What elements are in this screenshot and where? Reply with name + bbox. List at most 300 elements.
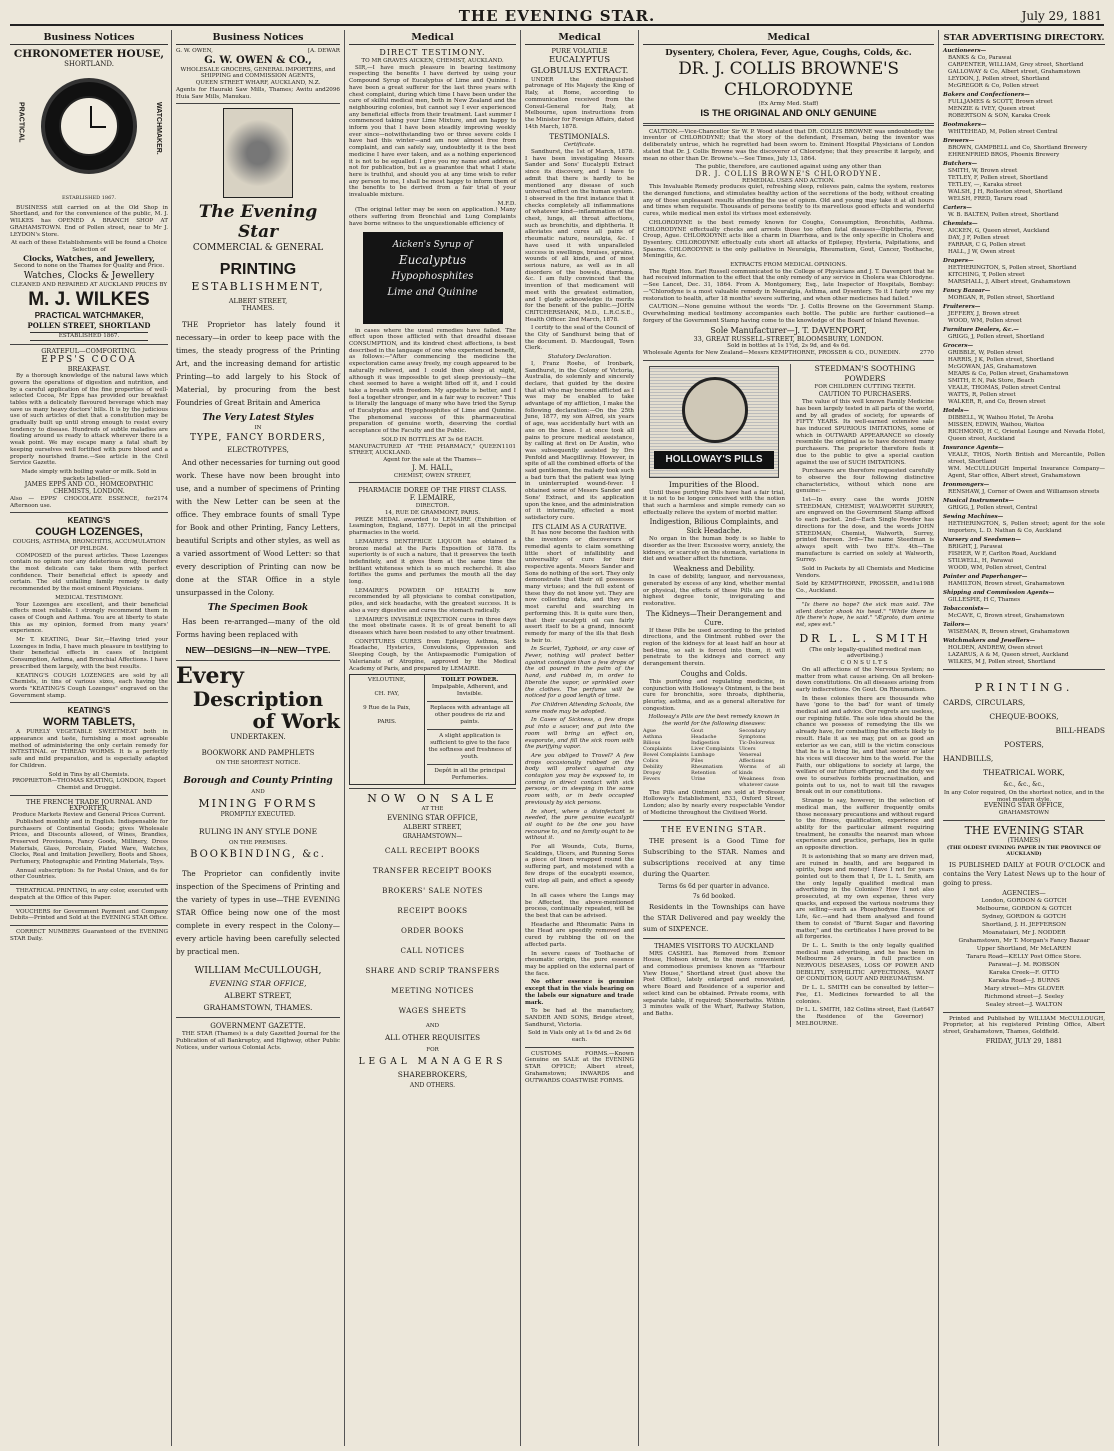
directory-category: Tobacconists— [943, 606, 989, 612]
column-header: Business Notices [176, 32, 340, 45]
ad-body: Sold in bottles at 1s 1½d, 2s 9d, and 4s 6d. [727, 343, 850, 350]
column-rule [171, 30, 172, 1446]
disease-item: Worms of all kinds [739, 763, 785, 776]
ad-body: THE STAR (Thames) is a duly Gazetted Journal for the Publication of all Bankruptcy, and Highway, other Public Notices, under various Colonial Acts. [176, 1031, 340, 1051]
directory-entry: W. B. BALTEN, Pollen street, Shortland [948, 212, 1059, 218]
directory-entry: MISSEN, EDWIN, Waihou, Waitoa [948, 422, 1045, 428]
ad-subtitle: MEDICAL TESTIMONY. [55, 594, 123, 601]
ad-headline: of Work [252, 709, 340, 734]
ad-headline: THE EVENING STAR [964, 823, 1084, 837]
ad-headline: Indigestion, Bilious Complaints, and Sick Headache. [649, 518, 779, 536]
directory-category: Chemists— [943, 221, 978, 227]
ad-headline: TYPE, FANCY BORDERS, [189, 433, 327, 444]
disease-item: Retention of Urine [691, 769, 737, 782]
table-text: 9 Rue de la Paix, [363, 705, 411, 712]
ad-body: THE present is a Good Time for Subscribing to the STAR. Names and subscriptions received at any time during the Quarter. [643, 836, 785, 878]
ad-body: It is astonishing that so many are driven mad, are ruined in health, and are beggared in spirits, hope and money! Have I not for years pointed out to them that I, Dr L. L. Smith, am the only legally qualified medical man advertising in the Colonies? How I not also prosecuted, at my own expense, three very quacks, and exposed the various nostrums they are selling—such as Phosphodyne Essence of Life, &c.—and had them analysed and found them to consist of "Burnt Sugar and flavoring matter," and the certificates I have proved to be all forgeries. [796, 853, 934, 941]
ad-subtitle: UNDERTAKEN. [230, 733, 286, 742]
ad-subtitle: ELECTROTYPES, [227, 446, 289, 455]
directory-category: Grocers— [943, 343, 974, 349]
ad-body: In case of debility, languor, and nervousness, generated by excess of any kind, whether mental or physical, the effects of these Pills are to the highest degree tonic, invigorating and restorative. [643, 574, 785, 607]
directory-entry: WM. McCULLOUGH Imperial Insurance Company—Agent, Star office, Albert street, Grahamstown [948, 466, 1105, 479]
directory-entry: WOOD, WM, Pollen street, Central [948, 565, 1047, 571]
paper-title: THE EVENING STAR. [458, 7, 656, 25]
established: ESTABLISHED 1867. [30, 332, 148, 341]
column-medical-2 [523, 32, 636, 1444]
ad-headline: THE FRENCH TRADE JOURNAL AND EXPORTER, [26, 797, 152, 813]
ad-headline: TESTIMONIALS. [549, 133, 610, 142]
directory-entry: DAY, J F, Pollen street [948, 235, 1010, 241]
sale-list-item: CALL RECEIPT BOOKS [384, 845, 481, 855]
ad-body: THE Proprietor has lately found it necessary—in order to keep pace with the times, the steady progress of the Printing Art, and the increasing demand for artistic Printing—to add largely to his Stock of Material, by procuring from the best Foundries of Great Britain and America [176, 319, 340, 407]
directory-entry: FULLJAMES & SCOTT, Brown street [948, 99, 1053, 105]
imprint: Printed and Published by WILLIAM McCULLOUGH, Proprietor, at his registered Printing Office, Albert street, Grahamstown, Thames, Goldfield. [943, 1015, 1105, 1036]
ad-headline: Impurities of the Blood. [668, 479, 760, 489]
medicine-label-image [363, 232, 503, 324]
ad-headline: NEW—DESIGNS—IN—NEW—TYPE. [185, 645, 331, 656]
ad-headline: Dysentery, Cholera, Fever, Ague, Coughs, Colds, &c. [665, 48, 912, 58]
ad-headline: THEATRICAL WORK, [983, 768, 1065, 777]
column-header: Medical [525, 32, 634, 45]
ad-headline: MINING FORMS [198, 796, 318, 810]
directory-entry: WATTS, R, Pollen street [948, 392, 1016, 398]
ad-body: CHLORODYNE is the best remedy known for Coughs, Consumption, Bronchitis, Asthma. CHLORODYNE effectually checks and arrests those too often fatal diseases—Diphtheria, Fever, Croup, Ague. CHLORODYNE acts like a charm in Diarrhœa, and is the only specific in Cholera and Dysentery. CHLORODYNE effectually cuts short all attacks of Epilepsy, Hysteria, Palpitations, and Spasms. CHLORODYNE is the only palliative in Neuralgia, Rheumatism, Gout, Cancer, Toothache, Meningitis, &c. [643, 219, 934, 260]
ad-headline: BOOKBINDING, &c. [190, 849, 326, 861]
ad-body: It has now become the fashion with the inventors or discoverers of remedial agents to claim something little short of infallibility and universality of cure for their respective agents. Messrs Sander and Sons do nothing of the sort. They only demonstrate that their oil possesses many virtues; and the full extent of these they do not know yet. They are now collecting data, and they are most careful and searching in performing this. It is quite sure then, that their eucalypti oil can fairly assert itself to be a grand, innocent remedy for many of the ills that flesh is heir to. [525, 530, 634, 644]
disease-item: Colics [643, 757, 659, 764]
ad-headline: Weakness and Debility. [673, 565, 755, 574]
ad-headline: DR L. L. SMITH [799, 631, 931, 645]
ad-body: in cases where the usual remedies have failed. The effect upon those afflicted with that dreadful disease CONSUMPTION, and its kindred chest affections, is best described in the language of one who experienced benefit, as follows:—"After commencing the medicine the expectoration came away freely, my cough appeared to be naturally relieved, and I could then sleep at night, although it was impossible to get sleep previously—the chest seemed to have a weight lifted off it, and I could take a breath with freedom. My appetite is better, and I feel a together stronger, and in a fair way to recover." This is literally the language of many who have tried the Syrup of Eucalyptus and Hypophosphites of Lime and Quinine. The phenomenal success of this pharmaceutical preparation of genuine worth, deserving the cordial acceptance of the Faculty and the Public. [349, 327, 516, 435]
disease-item: Bowel Complaints [643, 751, 689, 758]
ad-headline: GOVERNMENT GAZETTE. [210, 1022, 306, 1031]
sale-list-item: MEETING NOTICES [391, 985, 474, 995]
directory-entry: HALL, J W, Owen street [948, 249, 1015, 255]
ad-body: Dr L. L. SMITH can be consulted by letter—Fee, £1. Medicines forwarded to all the colonies. [796, 985, 934, 1005]
ad-body: LEMAIRE'S DENTIFRICE LIQUOR has obtained a bronze medal at the Paris Exposition of 1878. Its superiority is of such a nature, that it preserves the teeth indefinitely, and it gives them at the same time the brilliant whiteness which is so much recherché. It also fortifies the gums and perfumes the mouth all the day long. [349, 538, 516, 586]
column-header: Business Notices [10, 32, 168, 45]
directory-entry: MORGAN, R, Pollen street, Shortland [948, 295, 1055, 301]
ad-headline: THAMES VISITORS TO AUCKLAND [654, 941, 774, 950]
ad-body: Published monthly and in English. Indispensable for purchasers of Continental Goods; gives Wholesale Prices, and Discounts allowed, of Wines, Brandies, Preserved Provisions, Fancy Goods, Millinery, Dress Materials, Glass, Porcelain, Plated Ware, Watches, Clocks, Real and Imitation Jewellery, Boots and Shoes, Perfumery, Photographic and Printing Materials, Toys. [10, 818, 168, 866]
directory-entry: MENZIE & IVEY, Queen street [948, 106, 1036, 112]
disease-item: Bilious Complaints [643, 739, 672, 752]
directory-entry: MEARS & Co, Pollen street, Grahamstown [948, 371, 1069, 377]
column-business-1 [8, 32, 170, 1444]
directory-entry: LAZARUS, A & M, Queen street, Auckland [948, 652, 1069, 658]
ad-body: SIR,—I have much pleasure in bearing testimony respecting the benefits I have derived by using your Compound Syrup of Eucalyptus of Lime and Quinine. I have been a great sufferer for the last three years with chest complaint, during which time I have been under the care of skilful medical men, both in New Zealand and the neighbouring colonies, but cannot say I ever experienced any beneficial effects from their treatment. Last summer I commenced taking your Lime Mixture, and am happy to inform you that I have been steadily improving weekly ever since—notwithstanding two or three severe colds I have had this winter—and am now almost free from complaint, and can safely say, undoubtedly it is the best medicine I have ever taken, and as a nothing experienced it is not to be equalled. I give you my name and address, not for publication, but as a guarantee that what I state here is truthful, and should you at any time wish to refer any person to me, I shall be most happy to inform them of the benefits to be derived from a fair trial of your invaluable mixture. [349, 64, 516, 199]
ad-body: In severe cases of Toothache of rheumatic origin, the pure essence may be applied on the external part of the face. [525, 950, 634, 977]
ad-body: VOUCHERS for Government Payment and Company Debits—Printed and Sold at the EVENING STAR Office. [10, 908, 168, 922]
directory-entry: WALSH, J H, Rolleston street, Shortland [948, 189, 1063, 195]
disease-item: Headache [691, 733, 717, 740]
directory-entry: WALKER, R, and Co, Brown street [948, 399, 1046, 405]
directory-entry: GRIBBLE, W, Pollen street [948, 350, 1023, 356]
ad-subtitle: AND [251, 789, 265, 796]
ad-body: In short, where a disinfectant is needed, the pure genuine eucalypti oil ought to be the one you have recourse to, and no family ought to be without it. [525, 808, 634, 842]
ad-headline: BOOKWORK AND PAMPHLETS [201, 749, 315, 758]
table-text: Impalpable, Adherent, and Invisible. [431, 684, 508, 698]
ad-subtitle: (THAMES) [1007, 836, 1041, 844]
sale-list-item: WAGES SHEETS [398, 1005, 467, 1015]
ad-headline: The Specimen Book [207, 603, 309, 614]
ad-subtitle: ALBERT STREET, [228, 297, 288, 306]
directory-entry: GILLESPIE, H C, Thames [948, 597, 1021, 603]
ad-subtitle: QUEEN STREET WHARF, AUCKLAND, N.Z. [195, 80, 321, 87]
directory-entry: BRIGHT, J, Parawai [948, 544, 1003, 550]
ad-body: The Proprietor can confidently invite inspection of the Specimens of Printing and the variety of types in use—THE EVENING STAR Office being now one of the most complete in every respect in the Colony—every article having been carefully selected by practical men. [176, 869, 340, 957]
disease-item: Debility [643, 763, 663, 770]
ad-number: 2096 [325, 86, 340, 93]
ad-body: Second to none on the Thames for Quality and Price. [13, 262, 165, 269]
ad-headline: PRACTICAL WATCHMAKER, [34, 311, 144, 321]
ad-headline: J. M. HALL, [411, 463, 453, 472]
ad-subtitle: FOR [426, 1046, 439, 1053]
directory-category: Fancy Bazaar— [943, 288, 991, 294]
ad-headline: GRATEFUL—COMFORTING. [41, 346, 137, 355]
ad-body: In all cases where the Lungs may be Affected, the above-mentioned process, continually repeated, will be the best that can be advised. [525, 892, 634, 920]
ad-body: Mr T. KEATING, Dear Sir,—Having tried your Lozenges in India, I have much pleasure in testifying to their beneficial effects in cases of Incipient Consumption, Asthma, and Bronchial Affections. I have prescribed them largely, with the best results. [10, 637, 168, 670]
directory-entry: HARRIS, J K, Pollen street, Shortland [948, 357, 1054, 363]
ad-body: Dr L. L. SMITH, 182 Collins street, East (Let the Residence of the Governor) MELBOURNE. [796, 1007, 924, 1027]
ad-body: Sandhurst, the 1st of March, 1878. I have been investigating Messrs Sander and Sons' Eucalypti Extract since its discovery, and I have to admit that there is hardly to be mentioned any disease of such universal effect on the human system. I observed in the first instance that it checks completely all inflammations of whatever kind—inflammation of the chest, lungs, all throat affections, such as bronchitis, and diphtheria. It alleviates and cures all pains of rheumatic nature, neuralgia, &c. I have used it with unparalleled success in swellings, bruises, sprains, wounds of all kinds, and of most serious nature, as well as in all disorders of the bowels, diarrhœa, &c. I am fully convinced that the invention of that medicament will meet with the greatest estimation, and I gladly acknowledge its merits for the benefit of the public.—JOHN CRITCHERSHANK, M.D., L.R.C.S.E., Health Officer. 2nd March, 1878. [525, 149, 634, 323]
disease-list [643, 728, 689, 788]
ad-body: Made simply with boiling water or milk. Sold in packets labelled— [21, 468, 157, 482]
ad-body: To be had at the manufactory, SANDER AND SONS, Bridge street, Sandhurst, Victoria. [525, 1008, 634, 1028]
toilet-powder-table [349, 674, 516, 785]
sale-list-item: ORDER BOOKS [400, 925, 464, 935]
disease-item: Weakness from whatever cause [739, 775, 785, 788]
disease-item: Liver Complaints [691, 745, 735, 752]
disease-list [739, 728, 785, 788]
directory-category: Fruiterers— [943, 304, 981, 310]
directory-entry: CARPENTER, WILLIAM, Grey street, Shortland [948, 62, 1084, 68]
ad-headline: COMMERCIAL & GENERAL [192, 243, 324, 254]
table-text: A slight application is sufficient to give to the face the softness and freshness of youth. [428, 733, 512, 761]
ad-headline: RULING IN ANY STYLE DONE [198, 827, 318, 837]
ad-body: Headache and Rheumatic Pains in the Head are speedily removed and cured by rubbing the oil on the affected parts. [525, 921, 634, 948]
directory-entry: RENSHAW, J, Corner of Owen and Williamson streets [948, 489, 1100, 495]
column-rule [520, 30, 521, 1446]
agency-item: Parawai—J. M. ROBSON [988, 961, 1060, 968]
ad-body: In Cases of Sickness, a few drops put into a saucer, and put into the room will bring an effect on, evaporate, and fill the sick room with the purifying vapor. [525, 717, 634, 751]
directory-entry: GRIGG, J, Pollen street, Central [948, 505, 1038, 511]
ad-headline: F. LEMAIRE, [409, 494, 456, 503]
directory-category: Shipping and Commission Agents— [943, 590, 1055, 596]
ad-subtitle: COUGHS, ASTHMA, BRONCHITIS, ACCUMULATION OF PHLEGM. [12, 539, 166, 552]
disease-item: Ulcers [739, 745, 756, 752]
directory-entry: BROWN, CAMPBELL and Co, Shortland Brewery [948, 145, 1088, 151]
ad-body: The Right Hon. Earl Russell communicated to the College of Physicians and J. T. Davenport that he had received information to the effect that the only remedy of any service in Cholera was Chlorodyne.—See Lancet, Dec. 31, 1864. From A. Montgomery, Esq., late Inspector of Hospitals, Bombay:—"Chlorodyne is a most valuable remedy in Neuralgia, Asthma, and Dysentery. To it I fairly owe my restoration to health, after 18 months' severe suffering, and when other medicines had failed." [643, 268, 934, 302]
agencies-list [943, 897, 1105, 1009]
ad-headline: PRINTING. [974, 681, 1074, 694]
ad-headline: WORM TABLETS, [42, 716, 136, 729]
ad-body: Residents in the Townships can have the STAR Delivered and pay weekly the sum of SIXPENCE. [643, 902, 785, 933]
ad-headline: Borough and County Printing [183, 776, 333, 787]
table-text: TOILET POWDER. [441, 677, 499, 684]
ad-body: Purchasers are therefore requested carefully to observe the four following distinctive characteristics, without which none are genuine:— [796, 468, 934, 495]
ad-headline: Coughs and Colds. [680, 669, 748, 678]
ad-body: In any Color required, On the shortest notice, and in the most modern style. [943, 790, 1105, 803]
sale-list-item: TRANSFER RECEIPT BOOKS [372, 865, 493, 875]
ad-headline: LEGAL MANAGERS [358, 1056, 507, 1067]
directory-entry: EHRENFRIED BROS, Phoenix Brewery [948, 152, 1060, 158]
disease-item: Venereal Affections [739, 751, 765, 764]
directory-entry: HOLDEN, ANDREW, Owen street [948, 645, 1043, 651]
ad-body: Strange to say, however, in the selection of medical man, the sufferer frequently omits those necessary precautions and without regard to the fitness, qualification, experience and ability for the particular ailment requiring treatment, he consults the nearest man whose experience and practice, perhaps, lies in quite an opposite direction. [796, 798, 934, 852]
ad-headline: The Very Latest Styles [202, 412, 314, 423]
sale-list-item: BROKERS' SALE NOTES [382, 885, 483, 895]
ad-body: COMPOSED of the purest articles. These Lozenges contain no opium nor any deleterious drug, therefore the most delicate can take them with perfect confidence. Their beneficial effect is speedy and certain. The old unfailing family remedy is daily recommended by the most eminent Physicians. [10, 552, 168, 593]
disease-item: Tic-Doloureux [739, 739, 775, 746]
directory-category: Furniture Dealers, &c.— [943, 327, 1019, 333]
ad-subtitle: GRAHAMSTOWN, THAMES. [203, 1003, 313, 1013]
ad-subtitle: GRAHAMSTOWN— [402, 832, 463, 840]
ad-body: "Is there no hope? the sick man said. The silent doctor shook his head." "While there is life there's hope, he said." "Ægroto, dum anima est, spes est." [796, 601, 934, 628]
ad-body: This purifying and regulating medicine, in conjunction with Holloway's Ointment, is the best cure for bronchitis, sore throats, diphtheria, pleurisy, asthma, and as a general alterative for congestion. [643, 678, 785, 712]
directory-entry: HETHERINGTON, S, Pollen street, Shortland [948, 265, 1077, 271]
imprint-date: FRIDAY, JULY 29, 1881 [985, 1036, 1063, 1045]
ad-body: No other essence is genuine except that in the vials bearing on the labels our signature and trade mark. [525, 979, 634, 1006]
ad-headline: COUGH LOZENGES, [35, 526, 143, 539]
agency-item: Grahamstown, Mr T. Morgan's Fancy Bazaar [958, 937, 1090, 944]
ad-body: (The original letter may be seen on application.) Many others suffering from Bronchial and Lung Complaints have borne witness to the unquestionable efficiency of [349, 207, 516, 227]
ad-headline: KEATING'S [67, 706, 111, 716]
watch-icon [41, 78, 137, 174]
directory-category: Carters— [943, 205, 972, 211]
ad-headline: SHAREBROKERS, [397, 1069, 468, 1079]
ad-subtitle: AND [425, 1022, 440, 1029]
ad-subtitle: IN [254, 424, 262, 431]
agency-item: Mary street—Mrs GLOVER [984, 985, 1064, 992]
ad-headline: Description [192, 687, 324, 712]
directory-category: Bootmakers— [943, 122, 987, 128]
ad-body: 1st—In every case the words JOHN STEEDMAN, CHEMIST, WALWORTH SURREY, are engraved on the Government Stamp affixed to each packet. 2nd—Each Single Powder has directions for the dose, and the words JOHN STEEDMAN, Chemist, Walworth, Surrey, printed thereon. 3rd—The name Steedman is always spelt with two EE's. 4th—The manufacture is carried on solely at Walworth, Surrey. [796, 497, 934, 564]
label-line: Hypophosphites [391, 270, 474, 282]
ad-subtitle: ON THE SHORTEST NOTICE. [215, 760, 301, 767]
directory-entry: STILWELL, H, Parawai [948, 558, 1014, 564]
ad-body: By a thorough knowledge of the natural laws which govern the operations of digestion and nutrition, and by a careful application of the fine properties of well-selected Cocoa, Mr Epps has provided our breakfast tables with a delicately flavoured beverage which may save us many heavy doctors' bills. It is by the judicious use of such articles of diet that a constitution may be gradually built up until strong enough to resist every tendency to disease. Hundreds of subtle maladies are floating around us ready to attack wherever there is a weak point. We may escape many a fatal shaft by keeping ourselves well fortified with pure blood and a properly nourished frame.—See article in the Civil Service Gazette. [10, 373, 168, 467]
directory-entry: WOOD, WM, Pollen street [948, 318, 1022, 324]
masthead [10, 6, 1104, 26]
directory-entry: GRIGG, J, Pollen street, Shortland [948, 334, 1045, 340]
ad-body: PRIZE MEDAL awarded to LEMAIRE (Exhibition of Leamington, England, 1877). Depôt in all the principal pharmacies in the world. [349, 516, 516, 537]
agency-item: Tararu Road—KELLY Post Office Store. [966, 953, 1082, 960]
ad-number: 1u1988 [912, 581, 934, 588]
label-line: Lime and Quinine [387, 286, 478, 298]
ad-body: Has been re-arranged—many of the old Forms having been replaced with [176, 617, 340, 640]
column-medical-1 [347, 32, 518, 1444]
ad-headline: The Kidneys—Their Derangement and Cure. [646, 609, 782, 627]
directory-entry: McGREGOR & Co, Pollen street [948, 83, 1039, 89]
directory-entry: BANKS & Co, Parawai [948, 55, 1012, 61]
ad-body: MANUFACTURED AT "THE PHARMACY," QUEEN STREET, AUCKLAND. [349, 443, 502, 457]
ad-subtitle: AND OTHERS. [409, 1081, 456, 1089]
ad-title: CHRONOMETER HOUSE, [13, 48, 165, 60]
ad-body: At each of these Establishments will be found a Choice Selection of [11, 240, 167, 253]
ad-body: Your Lozenges are excellent, and their beneficial effects most reliable. I strongly recommend them in cases of Cough and Asthma. You are at liberty to state this as my opinion, formed from many years' experience. [10, 601, 168, 635]
ad-headline: ESTABLISHMENT, [191, 280, 325, 294]
directory-entry: LEYDON, J, Pollen street, Shortland [948, 76, 1050, 82]
ad-headline: Sole Manufacturer—J. T. DAVENPORT, [710, 326, 867, 336]
agency-item: Melbourne, GORDON & GOTCH [976, 905, 1072, 912]
directory-category: Brewers— [943, 138, 975, 144]
ad-body: CLEANED AND REPAIRED AT AUCKLAND PRICES BY [10, 282, 168, 289]
ad-subtitle: FOR CHILDREN CUTTING TEETH. [814, 383, 916, 390]
directory-category: Bakers and Confectioners— [943, 92, 1030, 98]
ad-headline: M. J. WILKES [28, 289, 150, 311]
agency-item: Sydney, GORDON & GOTCH [981, 913, 1067, 920]
ad-body: A PURELY VEGETABLE SWEETMEAT both in appearance and taste, furnishing a most agreeable method of administering the only certain remedy for INTESTINAL or THREAD WORMS. It is a perfectly safe and mild preparation, and is especially adapted for Children. [10, 729, 168, 769]
ad-body: No organ in the human body is so liable to disorder as the liver. Excessive worry, anxiety, the kidneys, or scarcely on the stomach, variations in diet and weather affect its functions. [643, 536, 785, 563]
ad-subtitle: 14, RUE DE GRAMMONT, PARIS. [384, 510, 481, 517]
ad-body: On all affections of the Nervous System; no matter from what cause arising. On all broken-down constitutions. On all diseases arising from early indiscretions. On Gout. On Rheumatism. [796, 666, 934, 693]
ad-body: Agent for the sale at the Thames— [383, 456, 482, 463]
ad-body: I certify to the seal of the Council of the City of Sandhurst being that of the document. D. Macdougall, Town Clerk. [525, 325, 634, 352]
ad-subtitle: (THE OLDEST EVENING PAPER IN THE PROVINCE OF AUCKLAND) [946, 844, 1102, 858]
ad-headline: EUCALYPTUS GLOBULUS EXTRACT. [530, 54, 629, 76]
directory-entry: HAMILTON, Brown street, Grahamstown [948, 581, 1065, 587]
directory-category: Hotels— [943, 408, 970, 414]
agency-item: London, GORDON & GOTCH [981, 897, 1067, 904]
ad-subtitle: PROMPTLY EXECUTED. [220, 810, 296, 818]
table-text: Replaces with advantage all other poudres de riz and paints. [429, 705, 510, 726]
ad-subtitle: &c., &c., &c., [1003, 781, 1045, 788]
ad-body: For Children Attending Schools, the same mode may be adopted. [525, 701, 634, 715]
ad-body: LEMAIRE'S INVISIBLE INJECTION cures in three days the most obstinate cases. It is of great benefit to all diseases which have been resisted to any other treatment. [349, 616, 516, 636]
ad-subtitle: DIRECTOR. [415, 503, 450, 510]
ad-subtitle: (Ex Army Med. Staff) [758, 101, 819, 107]
ad-body: JAMES EPPS AND CO., HOMŒOPATHIC CHEMISTS, LONDON. [24, 481, 154, 496]
holloway-banner: HOLLOWAY'S PILLS [654, 451, 774, 469]
paper-date: July 29, 1881 [1021, 9, 1102, 23]
directory-category: Insurance Agents— [943, 445, 1004, 451]
directory-entry: VEALE, THOMAS, Pollen street Central [948, 385, 1061, 391]
disease-item: Indigestion [691, 739, 720, 746]
agency-item: Upper Shortland, Mr McLAREN [976, 945, 1072, 952]
ad-subtitle: EVENING STAR OFFICE, [209, 979, 307, 989]
ad-body: For all Wounds, Cuts, Burns, Scaldings, Ulcers, and Running Sores a piece of linen wrapped round the suffering part, and moistened with a few drops of the eucalypti essence, will stop all pain, and effect a speedy cure. [525, 844, 634, 891]
ad-body: G. W. OWEN, [176, 48, 213, 54]
ad-subtitle: CAUTION TO PURCHASERS. [818, 391, 912, 399]
disease-item: Secondary Symptoms [739, 727, 766, 740]
ad-subtitle: AT THE [421, 806, 444, 813]
directory-category: Watchmakers and Jewellers— [943, 638, 1036, 644]
directory-entry: AICKEN, G, Queen street, Auckland [948, 228, 1050, 234]
ad-body: Sold in Tins by all Chemists. [48, 771, 130, 778]
ad-headline: IS THE ORIGINAL AND ONLY GENUINE [700, 107, 877, 119]
ad-headline: Every [176, 663, 244, 690]
agency-item: Karaka Road—J. BURNS [988, 977, 1060, 984]
ad-subtitle: Produce Markets Review and General Prices Current. [12, 812, 166, 819]
ad-body: CONFITURES CURES from Epilepsy, Asthma, Sick Headache, Hysterics, Convulsions, Oppression and Sleeping Cough, by the Antispasmodic Fumigation of Valerianate of Atropine, approved by the Medical Academy of Paris, and prepared by LEMAIRE. [349, 638, 516, 672]
disease-item: Fevers [643, 775, 660, 782]
directory-category: Nursery and Seedsmen— [943, 537, 1021, 543]
ad-signature: M.F.D. [497, 200, 516, 207]
ad-number: 647 [923, 1007, 934, 1014]
directory-category: Ironmongers— [943, 482, 990, 488]
disease-item: Dropsy [643, 769, 662, 776]
ad-number: 1101 [501, 443, 516, 450]
ad-body: CORRECT NUMBERS Guaranteed of the EVENING STAR Daily. [10, 928, 168, 942]
ad-subtitle: GRAHAMSTOWN [998, 810, 1050, 817]
ad-body: UNDER the distinguished patronage of His Majesty the King of Italy, at Rome, according to communication received from the Consul-General for Italy, at Melbourne, upon instructions from the Minister for Foreign Affairs, dated 14th March, 1878. [525, 76, 634, 130]
ad-body: CAUTION.—Vice-Chancellor Sir W. P. Wood stated that DR. COLLIS BROWNE was undoubtedly the inventor of CHLORODYNE; that the story of the defendant, Freeman, being the inventor was deliberately untrue, which he regretted had been sworn to. Eminent Hospital Physicians of London stated that Dr. J. Collis Browne was the discoverer of Chlorodyne; that they prescribe it largely, and mean no other than Dr. Browne's.—See Times, July 13, 1864. [643, 128, 934, 162]
table-text: PARIS. [377, 719, 397, 726]
disease-item: Lumbago [691, 751, 715, 758]
ad-subtitle: ALBERT STREET, [224, 991, 292, 1001]
ad-body: Also — EPPS' CHOCOLATE ESSENCE, for Afternoon use. [10, 495, 154, 509]
ad-subtitle: ALBERT STREET, [403, 822, 462, 831]
ad-subtitle: REMEDIAL USES AND ACTION. [742, 177, 835, 184]
ad-body: CUSTOMS FORMS.—Known Genuine on SALE at the EVENING STAR OFFICE; Albert street, Grahamstown; INWARDS and OUTWARDS COASTWISE FORMS. [525, 1050, 634, 1084]
ad-body: BUSINESS still carried on at the Old Shop in Shortland, and for the convenience of the public, M. J. WILKES has OPENED A BRANCH SHOP AT GRAHAMSTOWN. End of Pollen street, near to Mr J. LEYDON's Store. [10, 204, 168, 238]
ad-headline: Watches, Clocks & Jewellery [23, 271, 155, 282]
directory-category: Auctioneers— [943, 48, 987, 54]
agency-item: Moanataiari, Mr J. NODDER [982, 929, 1066, 936]
ad-headline: G. W. OWEN & CO., [204, 54, 312, 66]
disease-item: Gout [691, 727, 704, 734]
directory-entry: FARRAR, C G, Pollen street [948, 242, 1026, 248]
disease-item: Ague [643, 727, 656, 734]
ad-subtitle: TO MR GRAVES AICKEN, CHEMIST, AUCKLAND. [361, 58, 504, 64]
ad-body: 7s 6d booked. [692, 892, 736, 900]
sale-list-item: CALL NOTICES [400, 945, 465, 955]
directory-entry: MARSHALL, J, Albert street, Grahamstown [948, 279, 1071, 285]
ad-body: Sold in Vials only at 1s 6d and 2s 6d each. [528, 1030, 631, 1044]
holloway-seal-icon [649, 366, 779, 478]
watchmaker-label: WATCHMAKER. [155, 102, 162, 155]
directory-category: Painter and Paperhanger— [943, 574, 1028, 580]
watch-illustration [17, 72, 162, 192]
ad-headline: HANDBILLS, [943, 754, 994, 763]
table-text: VELOUTINE, [367, 677, 406, 684]
ad-body: Until these purifying Pills have had a fair trial, it is not to be longer conceived with the notion that such a harmless and simple remedy can so effectually relieve the system of morbid matter. [643, 489, 785, 516]
ad-subtitle: EVENING STAR OFFICE, [983, 802, 1065, 810]
column-medical-3 [641, 32, 936, 1444]
directory-entry: McGOWAN, JAS, Grahamstown [948, 364, 1037, 370]
directory-entry: HETHERINGTON, S, Pollen street; agent for the sole importers, L. D. Nathan & Co, Auckland [948, 521, 1105, 534]
ad-body: Terms 6s 6d per quarter in advance. [658, 882, 770, 890]
disease-list [691, 728, 737, 788]
ad-subtitle: AGENCIES— [1002, 888, 1046, 897]
directory-entry: TETLEY, —, Karaka street [948, 182, 1022, 188]
ad-subtitle: 33, GREAT RUSSELL-STREET, BLOOMSBURY, LONDON. [693, 335, 884, 344]
agency-item: Shortland, J. H. JEFFERSON [981, 921, 1067, 928]
ad-headline: EPPS'S COCOA [41, 355, 137, 366]
ad-body: IS PUBLISHED DAILY at FOUR O'CLOCK and contains the Very Latest News up to the hour of going to press. [943, 860, 1105, 887]
established: ESTABLISHED 1867. [61, 195, 117, 201]
column-header: Medical [349, 32, 516, 45]
ad-headline: STEEDMAN'S SOOTHING POWDERS [814, 363, 916, 383]
ad-subtitle: WHOLESALE GROCERS, GENERAL IMPORTERS, and SHIPPING and COMMISSION AGENTS, [180, 66, 336, 80]
column-rule [344, 30, 345, 1446]
ad-subtitle: CHEMIST, OWEN STREET, [393, 472, 472, 479]
ad-number: 2770 [919, 349, 934, 356]
ad-body: This Invaluable Remedy produces quiet, refreshing sleep, relieves pain, calms the system, restores the deranged functions, and stimulates healthy action of the secretions of the body, without creating any of those unpleasant results attending the use of opium. Old and young may take it at all hours and times when requisite. Thousands of persons testify to its marvellous good effects and wonderful cures, while medical men extol its virtues most extensively. [643, 184, 934, 218]
ad-body: SOLD IN BOTTLES AT 3s 6d EACH. [381, 436, 484, 443]
table-text: CH. FAY, [374, 691, 400, 698]
table-cell [350, 675, 425, 785]
ad-body: PROPRIETOR—THOMAS KEATING, LONDON, Export Chemist and Druggist. [12, 778, 166, 791]
ad-headline: ALL OTHER REQUISITES [384, 1032, 481, 1042]
ad-body: MRS CASHEL has Removed from Exmoor House, Hobson street, to the more convenient and commodious premises known as "Harbour View House," Shortland street (just above the Post Office), lately enlarged and renovated, where Board and Residence of a superior and select kind can be obtained. Private rooms, with separate table, if required; Showerbaths. Within 3 minutes walk of the Wharf, Railway Station, and Baths. [643, 950, 785, 1017]
ad-headline: CHEQUE-BOOKS, [989, 712, 1059, 721]
directory-entry: RICHMOND, H C, Oriental Lounge and Nevada Hotel, Queen street, Auckland [948, 429, 1105, 442]
advertising-directory [943, 48, 1105, 666]
ad-number: 2174 [153, 495, 168, 502]
ad-body: Holloway's Pills are the best remedy known in the world for the following diseases: [648, 714, 780, 728]
